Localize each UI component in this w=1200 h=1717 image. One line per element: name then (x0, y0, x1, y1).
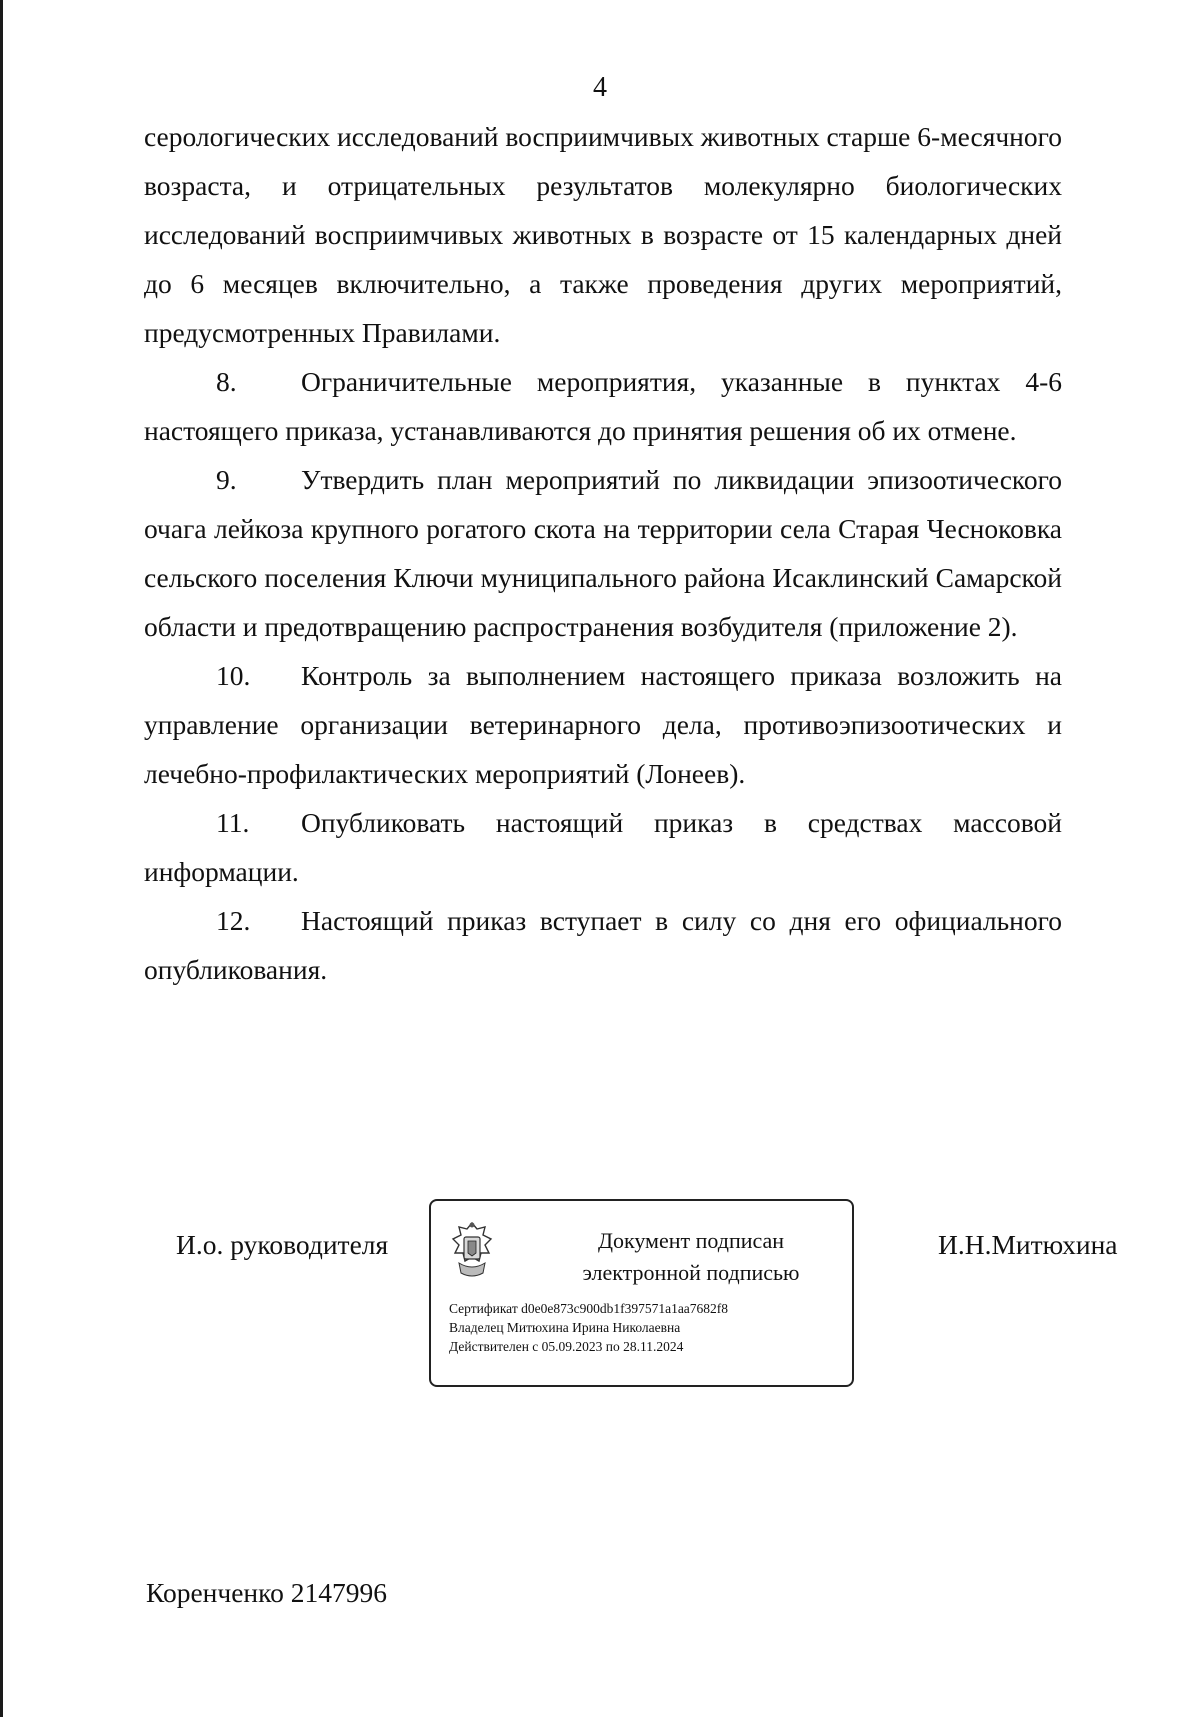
signer-name: И.Н.Митюхина (938, 1229, 1118, 1260)
stamp-title (541, 1225, 841, 1289)
item-text: Контроль за выполнением настоящего приказа возложить на управление организации ветеринарного дела, противоэпизоотических и лечебно-профилактических мероприятий (Лонеев). (144, 660, 1062, 789)
executor-note: Коренченко 2147996 (146, 1577, 387, 1608)
item-text: Ограничительные мероприятия, указанные в пунктах 4-6 настоящего приказа, устанавливаются до принятия решения об их отмене. (144, 366, 1062, 446)
stamp-title-line1: Документ подписан (597, 1228, 785, 1253)
page-number: 4 (593, 72, 607, 103)
stamp-validity: Действителен с 05.09.2023 по 28.11.2024 (449, 1339, 684, 1354)
item-text: Настоящий приказ вступает в силу со дня его официального опубликования. (144, 905, 1062, 985)
item-number: 8. (216, 366, 237, 397)
stamp-title-line2: электронной подписью (582, 1260, 800, 1285)
scan-edge (0, 0, 3, 1717)
item-8 (144, 357, 1062, 455)
stamp-certificate: Сертификат d0e0e873c900db1f397571a1aa7682f8 (449, 1301, 729, 1316)
stamp-details (449, 1299, 728, 1356)
item-number: 9. (216, 464, 237, 495)
item-text: Утвердить план мероприятий по ликвидации эпизоотического очага лейкоза крупного рогатого скота на территории села Старая Чесноковка сельского поселения Ключи муниципального района Исаклинский Самарской области и предотвращению распространения возбудителя (приложение 2). (144, 464, 1062, 642)
item-number: 10. (216, 660, 251, 691)
electronic-signature-stamp (429, 1199, 854, 1387)
item-9 (144, 455, 1062, 651)
item-11 (144, 798, 1062, 896)
signer-position: И.о. руководителя (176, 1229, 389, 1260)
continuation-paragraph: серологических исследований восприимчивых животных старше 6-месячного возраста, и отрицательных результатов молекулярно биологических исследований восприимчивых животных в возрасте от 15 календарных дней до 6 месяцев включительно, а также проведения других мероприятий, предусмотренных Правилами. (144, 121, 1062, 348)
stamp-owner: Владелец Митюхина Ирина Николаевна (449, 1320, 681, 1335)
item-text: Опубликовать настоящий приказ в средствах массовой информации. (144, 807, 1062, 887)
coat-of-arms-icon (449, 1219, 495, 1283)
item-10 (144, 651, 1062, 798)
item-number: 11. (216, 807, 250, 838)
item-number: 12. (216, 905, 251, 936)
item-12 (144, 896, 1062, 994)
document-body (144, 112, 1062, 994)
